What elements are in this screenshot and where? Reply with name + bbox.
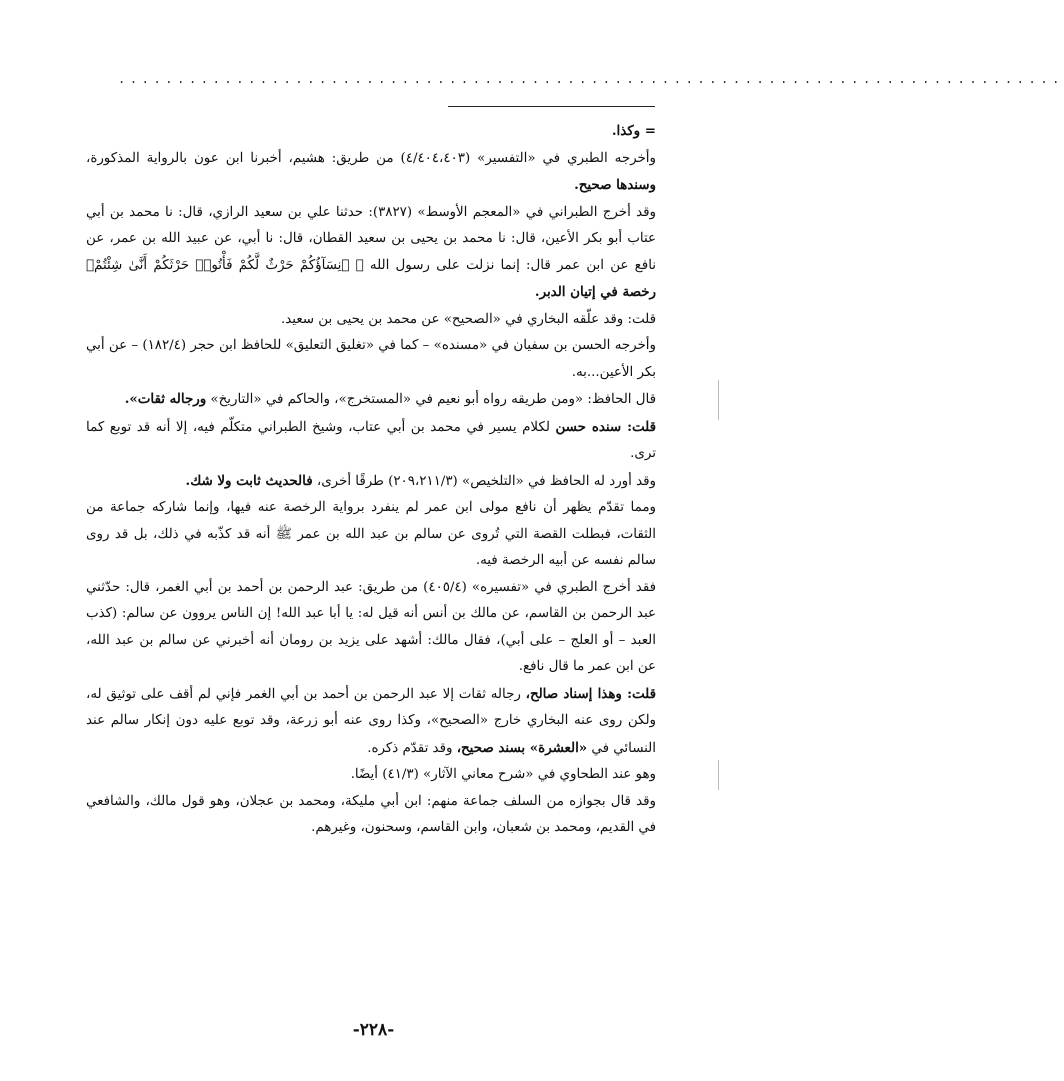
paragraph (86, 307, 656, 334)
text-run: قلت: وهذا إسناد صالح، (525, 685, 656, 702)
paragraph (86, 200, 656, 307)
text-run: وهو عند الطحاوي في «شرح معاني الآثار» (٤١/٣) أيضًا. (350, 767, 656, 782)
scan-edge-mark (718, 760, 719, 790)
text-run: وقد تقدّم ذكره. (367, 740, 457, 756)
header-rule (448, 106, 655, 107)
text-run: فالحديث ثابت ولا شك. (185, 472, 313, 489)
text-run: قال الحافظ: «ومن طريقه رواه أبو نعيم في «المستخرج»، والحاكم في «التاريخ» (206, 392, 656, 407)
main-text (86, 118, 656, 842)
paragraph (86, 146, 656, 200)
text-run: رخصة في إتيان الدبر. (534, 284, 656, 300)
header-dotted-line: ................................................................................ (118, 72, 1064, 86)
text-run: وأخرجه الحسن بن سفيان في «مسنده» – كما في «تغليق التعليق» للحافظ ابن حجر (١٨٢/٤) – عن أبي بكر الأعين...به. (86, 338, 656, 380)
paragraph (86, 333, 656, 386)
text-run: قلت: وقد علّقه البخاري في «الصحيح» عن محمد بن يحيى بن سعيد. (281, 311, 656, 327)
paragraph (86, 789, 656, 842)
text-run: «العشرة» بسند صحيح، (456, 739, 588, 756)
text-run: ورجاله ثقات». (124, 391, 207, 407)
text-run: وسندها صحيح. (574, 177, 656, 193)
text-run: وقد قال بجوازه من السلف جماعة منهم: ابن أبي مليكة، ومحمد بن عجلان، وهو قول مالك، والشافعي في القديم، ومحمد بن شعبان، وابن القاسم، وسحنون، وغيرهم. (86, 793, 656, 835)
text-run: وقد أخرج الطبراني في «المعجم الأوسط» (٣٨٢٧): حدثنا علي بن سعيد الرازي، قال: نا محمد بن أبي عتاب أبو بكر الأعين، قال: نا محمد بن يحيى بن سعيد القطان، قال: نا أبي، عن عبيد الله بن عمر، عن نافع عن ابن عمر قال: إنما نزلت على رسول الله ﷺ ﴿نِسَآؤُكُمْ حَرْثٌ لَّكُمْ فَأْتُوا۟ حَرْثَكُمْ أَنَّىٰ شِئْتُمْ﴾ (86, 204, 657, 273)
text-run: لكلام يسير في محمد بن أبي عتاب، وشيخ الطبراني متكلّم فيه، إلا أنه قد توبع كما ترى. (86, 419, 656, 461)
paragraph (86, 468, 656, 496)
paragraph (86, 414, 656, 468)
text-run: وقد أورد له الحافظ في «التلخيص» (٢٠٩،٢١١/٣) طرقًا أخرى، (312, 473, 656, 489)
text-run: رجاله ثقات إلا عبد الرحمن بن أحمد بن أبي الغمر فإني لم أقف على توثيق له، ولكن روى عنه البخاري خارج «الصحيح»، وكذا روى عنه أبو زرعة، وقد توبع عليه دون إنكار سالم عند النسائي في (86, 686, 656, 756)
paragraph (86, 575, 656, 681)
paragraph (86, 762, 656, 789)
text-run: فقد أخرج الطبري في «تفسيره» (٤٠٥/٤) من طريق: عبد الرحمن بن أحمد بن أبي الغمر، قال: حدّثني عبد الرحمن بن القاسم، عن مالك بن أنس أنه قيل له: يا أبا عبد الله! إن الناس يروون عن سالم: (كذب العبد – أو العلج – على أبي)، فقال مالك: أشهد على يزيد بن رومان أنه أخبرني عن سالم بن عبد الله، عن ابن عمر ما قال نافع. (86, 579, 656, 674)
text-run: وأخرجه الطبري في «التفسير» (٤/٤٠٤،٤٠٣) من طريق: هشيم، أخبرنا ابن عون بالرواية المذكورة، (86, 150, 656, 166)
paragraph (86, 495, 656, 575)
page-number: -٢٢٨- (352, 1020, 395, 1040)
paragraph (86, 386, 656, 414)
scan-edge-mark (718, 380, 719, 420)
text-run: ومما تقدّم يظهر أن نافع مولى ابن عمر لم ينفرد برواية الرخصة عنه فيها، وإنما شاركه جماعة من الثقات، فبطلت القصة التي تُروى عن سالم بن عبد الله بن عمر ﷺ أنه قد كذّبه في ذلك، بل قد روى سالم نفسه عن أبيه الرخصة فيه. (86, 500, 656, 568)
paragraph (86, 118, 656, 146)
text-run: قلت: سنده حسن (555, 418, 656, 435)
text-run: = وكذا. (611, 123, 656, 139)
paragraph (86, 681, 656, 763)
